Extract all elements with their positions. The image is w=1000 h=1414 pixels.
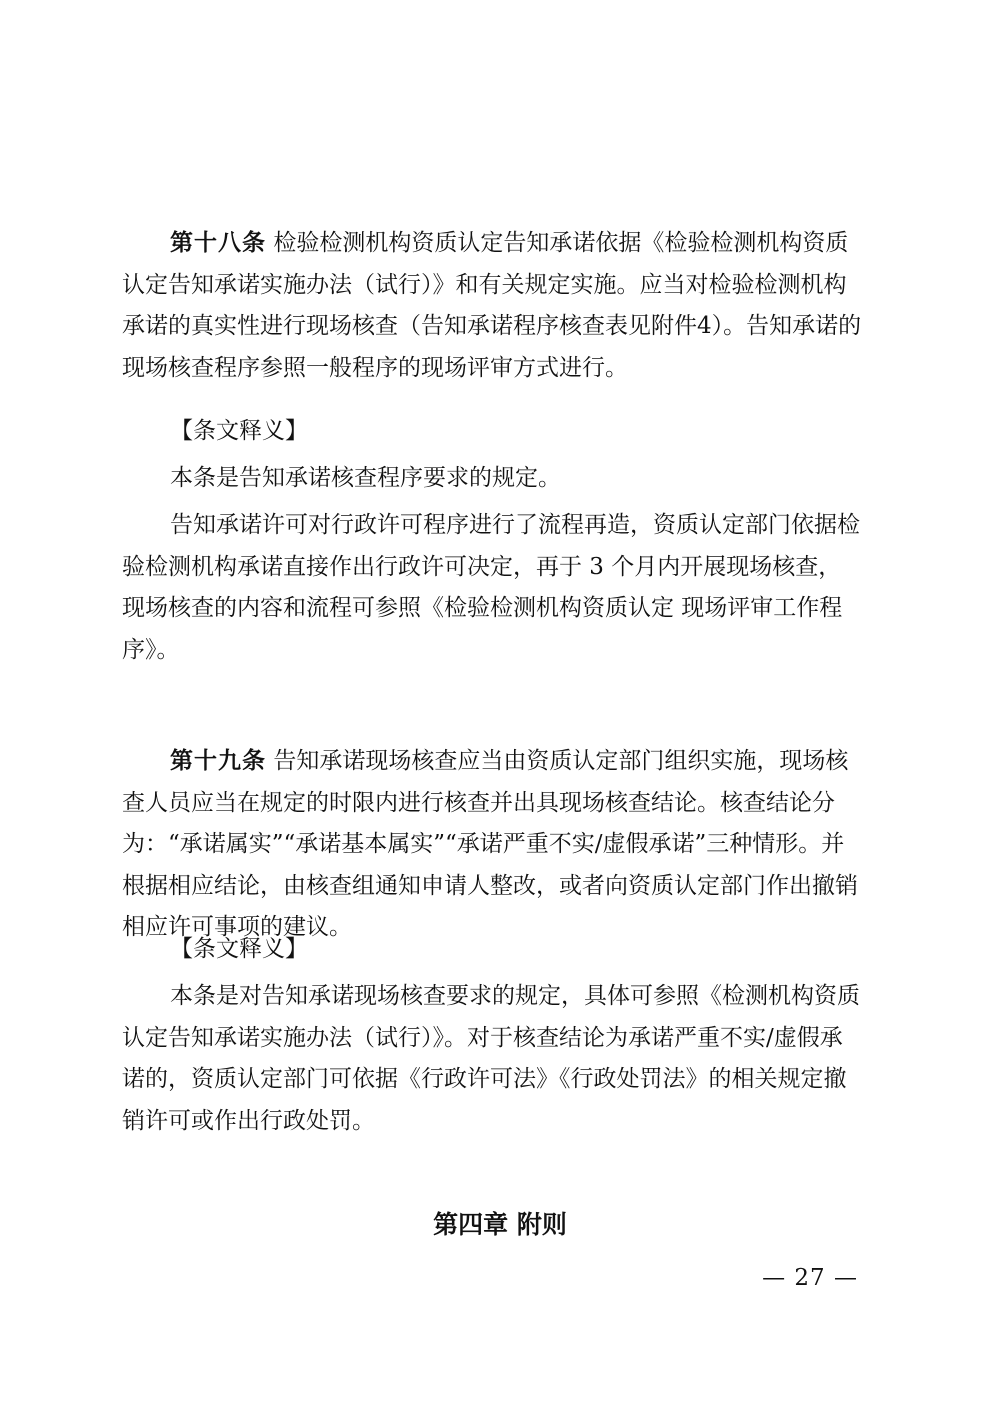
article-18-text: 检验检测机构资质认定告知承诺依据《检验检测机构资质认定告知承诺实施办法（试行）》和有关规定实施。应当对检验检测机构承诺的真实性进行现场核查（告知承诺程序核查表见附件4）。告知承诺的现场核查程序参照一般程序的现场评审方式进行。 (122, 230, 862, 381)
interpretation-18-heading: 【条文释义】 (170, 418, 308, 444)
article-19-text: 告知承诺现场核查应当由资质认定部门组织实施，现场核查人员应当在规定的时限内进行核查并出具现场核查结论。核查结论分为：“承诺属实”“承诺基本属实”“承诺严重不实/虚假承诺”三种情形。并根据相应结论，由核查组通知申请人整改，或者向资质认定部门作出撤销相应许可事项的建议。 (122, 748, 858, 940)
article-18-label: 第十八条 (170, 229, 266, 256)
article-18-paragraph (122, 222, 864, 389)
chapter-title: 第四章 附则 (433, 1210, 567, 1239)
page-number: — 27 — (762, 1265, 858, 1291)
interpretation-18-para-1: 本条是告知承诺核查程序要求的规定。 (170, 465, 561, 491)
article-19-label: 第十九条 (170, 747, 266, 774)
interpretation-19-para-1: 本条是对告知承诺现场核查要求的规定，具体可参照《检测机构资质认定告知承诺实施办法（试行）》。对于核查结论为承诺严重不实/虚假承诺的，资质认定部门可依据《行政许可法》《行政处罚法》的相关规定撤销许可或作出行政处罚。 (122, 983, 860, 1134)
interpretation-18-para-2: 告知承诺许可对行政许可程序进行了流程再造，资质认定部门依据检验检测机构承诺直接作出行政许可决定，再于 3 个月内开展现场核查，现场核查的内容和流程可参照《检验检测机构资质认定 现场评审工作程序》。 (122, 512, 860, 663)
interpretation-19-heading: 【条文释义】 (170, 936, 308, 962)
article-19-paragraph (122, 740, 864, 949)
